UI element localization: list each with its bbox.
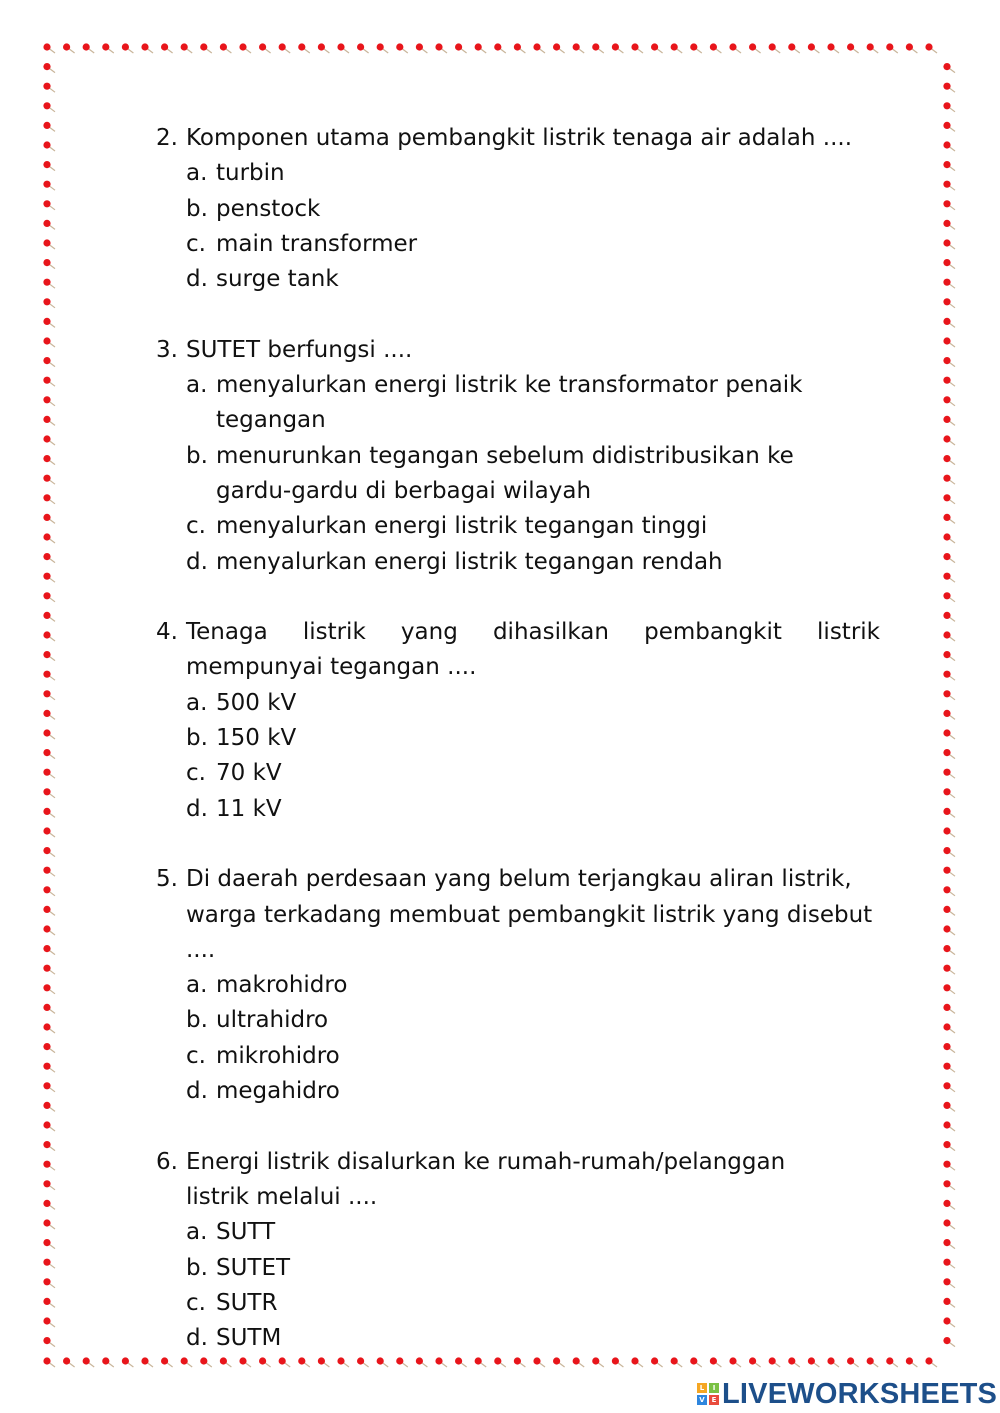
border-dot (43, 259, 50, 266)
border-dot (943, 200, 950, 207)
border-dot (239, 43, 246, 50)
border-dot (943, 396, 950, 403)
border-dot (43, 102, 50, 109)
option-c[interactable] (186, 1286, 880, 1321)
question-5 (156, 862, 880, 1109)
border-dot (943, 122, 950, 129)
border-dot (43, 416, 50, 423)
border-dot (943, 494, 950, 501)
option-text: 11 kV (216, 795, 282, 822)
border-dot (43, 827, 50, 834)
option-letter: b. (186, 195, 208, 222)
border-dot (43, 769, 50, 776)
option-text: SUTT (216, 1219, 276, 1246)
border-dot (122, 43, 129, 50)
border-dot (943, 279, 950, 286)
border-dot (943, 1278, 950, 1285)
option-letter: c. (186, 1289, 206, 1316)
border-dot (533, 43, 540, 50)
option-text: menyalurkan energi listrik ke transformator penaik tegangan (216, 372, 803, 434)
option-letter: a. (186, 160, 208, 187)
border-dot (808, 43, 815, 50)
border-dot (43, 239, 50, 246)
question-number: 4. (156, 619, 178, 646)
border-dot (43, 631, 50, 638)
border-dot (943, 416, 950, 423)
border-dot (43, 455, 50, 462)
border-dot (943, 514, 950, 521)
option-text: main transformer (216, 230, 418, 257)
option-letter: d. (186, 548, 208, 575)
worksheet-content (156, 121, 880, 1392)
option-a[interactable] (186, 368, 880, 439)
border-dot (943, 337, 950, 344)
option-letter: c. (186, 760, 206, 787)
border-dot (43, 945, 50, 952)
option-letter: a. (186, 1219, 208, 1246)
option-text: SUTR (216, 1289, 278, 1316)
border-dot (943, 945, 950, 952)
border-dot (181, 43, 188, 50)
option-letter: a. (186, 689, 208, 716)
option-d[interactable] (186, 1321, 880, 1356)
border-dot (943, 377, 950, 384)
border-dot (943, 1023, 950, 1030)
border-dot (43, 984, 50, 991)
border-dot (43, 612, 50, 619)
question-text: Di daerah perdesaan yang belum terjangkau aliran listrik, warga terkadang membuat pembangkit listrik yang disebut .... (186, 866, 873, 963)
border-dot (943, 867, 950, 874)
border-dot (943, 239, 950, 246)
option-text: menurunkan tegangan sebelum didistribusikan ke gardu-gardu di berbagai wilayah (216, 442, 794, 504)
border-dot (943, 612, 950, 619)
border-dot (43, 690, 50, 697)
border-dot (102, 1357, 109, 1364)
border-dot (943, 181, 950, 188)
option-letter: a. (186, 372, 208, 399)
option-letter: c. (186, 513, 206, 540)
border-dot (43, 1357, 50, 1364)
border-dot (906, 1357, 913, 1364)
option-text: penstock (216, 195, 321, 222)
border-dot (43, 710, 50, 717)
option-text: SUTM (216, 1325, 282, 1352)
option-b[interactable] (186, 192, 880, 227)
border-dot (906, 43, 913, 50)
border-dot (943, 1102, 950, 1109)
option-d[interactable] (186, 792, 880, 827)
border-dot (298, 43, 305, 50)
border-dot (943, 455, 950, 462)
border-dot (43, 377, 50, 384)
border-dot (43, 1082, 50, 1089)
border-dot (943, 1063, 950, 1070)
border-dot (769, 43, 776, 50)
option-b[interactable] (186, 1251, 880, 1286)
border-dot (43, 886, 50, 893)
option-letter: c. (186, 1042, 206, 1069)
border-dot (337, 43, 344, 50)
border-dot (925, 1357, 932, 1364)
option-c[interactable] (186, 227, 880, 262)
border-dot (943, 847, 950, 854)
option-text: 500 kV (216, 689, 297, 716)
border-dot (161, 43, 168, 50)
border-dot (43, 181, 50, 188)
border-dot (43, 43, 50, 50)
border-dot (943, 1317, 950, 1324)
question-3 (156, 333, 880, 580)
border-dot (943, 965, 950, 972)
border-dot (43, 671, 50, 678)
border-dot (943, 808, 950, 815)
border-dot (943, 533, 950, 540)
question-number: 6. (156, 1148, 178, 1175)
option-letter: d. (186, 266, 208, 293)
option-a[interactable] (186, 1215, 880, 1250)
option-a[interactable] (186, 686, 880, 721)
border-dot (43, 1063, 50, 1070)
option-d[interactable] (186, 262, 880, 297)
border-dot (43, 1298, 50, 1305)
border-dot (43, 925, 50, 932)
border-dot (43, 1004, 50, 1011)
border-dot (867, 43, 874, 50)
option-b[interactable] (186, 439, 880, 510)
option-letter: b. (186, 1007, 208, 1034)
border-dot (43, 867, 50, 874)
border-dot (943, 906, 950, 913)
border-dot (943, 553, 950, 560)
border-dot (43, 279, 50, 286)
border-dot (141, 1357, 148, 1364)
option-text: menyalurkan energi listrik tegangan rendah (216, 548, 723, 575)
border-dot (43, 200, 50, 207)
question-number: 2. (156, 125, 178, 151)
option-letter: b. (186, 1254, 208, 1281)
question-2 (156, 121, 880, 297)
border-dot (943, 475, 950, 482)
border-dot (83, 43, 90, 50)
border-dot (43, 1102, 50, 1109)
border-dot (943, 1259, 950, 1266)
border-dot (122, 1357, 129, 1364)
border-dot (43, 494, 50, 501)
border-dot (943, 886, 950, 893)
border-dot (43, 1219, 50, 1226)
border-dot (141, 43, 148, 50)
option-text: menyalurkan energi listrik tegangan tinggi (216, 513, 708, 540)
border-dot (943, 573, 950, 580)
border-dot (943, 298, 950, 305)
border-dot (886, 43, 893, 50)
option-text: SUTET (216, 1254, 291, 1281)
border-dot (102, 43, 109, 50)
border-dot (671, 43, 678, 50)
border-dot (43, 808, 50, 815)
option-text: turbin (216, 160, 285, 187)
border-dot (943, 827, 950, 834)
border-dot (943, 925, 950, 932)
border-dot (943, 1004, 950, 1011)
question-4 (156, 615, 880, 827)
option-a[interactable] (186, 156, 880, 191)
border-dot (43, 1121, 50, 1128)
border-dot (943, 1082, 950, 1089)
option-b[interactable] (186, 721, 880, 756)
border-dot (43, 435, 50, 442)
border-dot (943, 357, 950, 364)
border-dot (925, 43, 932, 50)
border-dot (943, 749, 950, 756)
border-dot (318, 43, 325, 50)
option-letter: d. (186, 795, 208, 822)
option-text: ultrahidro (216, 1007, 329, 1034)
border-dot (943, 1180, 950, 1187)
border-dot (943, 1043, 950, 1050)
border-dot (943, 769, 950, 776)
border-dot (943, 141, 950, 148)
border-dot (475, 43, 482, 50)
border-dot (943, 83, 950, 90)
border-dot (943, 1121, 950, 1128)
option-letter: c. (186, 230, 206, 257)
border-dot (43, 161, 50, 168)
border-dot (43, 553, 50, 560)
border-dot (43, 1161, 50, 1168)
border-dot (612, 43, 619, 50)
liveworksheets-logo-icon: L I V E (697, 1383, 719, 1405)
border-dot (943, 651, 950, 658)
border-dot (592, 43, 599, 50)
option-letter: b. (186, 725, 208, 752)
option-text: mikrohidro (216, 1042, 340, 1069)
border-dot (259, 43, 266, 50)
border-dot (43, 318, 50, 325)
border-dot (220, 43, 227, 50)
border-dot (43, 965, 50, 972)
border-dot (553, 43, 560, 50)
border-dot (435, 43, 442, 50)
border-dot (886, 1357, 893, 1364)
border-dot (847, 43, 854, 50)
border-dot (943, 259, 950, 266)
border-dot (494, 43, 501, 50)
border-dot (943, 1337, 950, 1344)
border-dot (43, 122, 50, 129)
option-b[interactable] (186, 1003, 880, 1038)
option-letter: a. (186, 972, 208, 999)
border-dot (43, 573, 50, 580)
border-dot (396, 43, 403, 50)
border-dot (514, 43, 521, 50)
border-dot (827, 43, 834, 50)
question-number: 5. (156, 866, 178, 893)
border-dot (377, 43, 384, 50)
border-dot (43, 83, 50, 90)
border-dot (43, 514, 50, 521)
border-dot (43, 396, 50, 403)
border-dot (43, 1259, 50, 1266)
option-text: surge tank (216, 266, 339, 293)
border-dot (43, 298, 50, 305)
question-text: Komponen utama pembangkit listrik tenaga air adalah .... (186, 125, 853, 151)
border-dot (43, 1023, 50, 1030)
border-dot (43, 749, 50, 756)
border-dot (43, 592, 50, 599)
border-dot (943, 631, 950, 638)
border-dot (43, 357, 50, 364)
border-dot (357, 43, 364, 50)
border-dot (943, 592, 950, 599)
border-dot (43, 788, 50, 795)
border-dot (83, 1357, 90, 1364)
question-text: SUTET berfungsi .... (186, 336, 413, 363)
border-dot (943, 318, 950, 325)
option-d[interactable] (186, 545, 880, 580)
option-c[interactable] (186, 1039, 880, 1074)
border-dot (943, 102, 950, 109)
option-c[interactable] (186, 509, 880, 544)
border-dot (710, 43, 717, 50)
option-d[interactable] (186, 1074, 880, 1109)
question-6 (156, 1145, 880, 1357)
border-dot (43, 1239, 50, 1246)
border-dot (943, 788, 950, 795)
border-dot (943, 1298, 950, 1305)
option-text: makrohidro (216, 972, 348, 999)
border-dot (200, 43, 207, 50)
border-dot (943, 1200, 950, 1207)
option-text: megahidro (216, 1078, 340, 1105)
border-dot (943, 729, 950, 736)
border-dot (943, 1141, 950, 1148)
option-letter: d. (186, 1078, 208, 1105)
border-dot (43, 729, 50, 736)
border-dot (651, 43, 658, 50)
border-dot (43, 220, 50, 227)
border-dot (788, 43, 795, 50)
question-text: Energi listrik disalurkan ke rumah-rumah/pelanggan listrik melalui .... (186, 1148, 786, 1210)
border-dot (43, 1200, 50, 1207)
border-dot (63, 1357, 70, 1364)
border-dot (943, 435, 950, 442)
border-dot (573, 43, 580, 50)
border-dot (43, 1337, 50, 1344)
border-dot (943, 710, 950, 717)
border-dot (63, 43, 70, 50)
border-dot (943, 220, 950, 227)
border-dot (43, 63, 50, 70)
border-dot (43, 533, 50, 540)
border-dot (43, 651, 50, 658)
question-text: Tenaga listrik yang dihasilkan pembangkit listrik mempunyai tegangan .... (186, 619, 880, 681)
border-dot (455, 43, 462, 50)
border-dot (943, 984, 950, 991)
border-dot (279, 43, 286, 50)
option-letter: d. (186, 1325, 208, 1352)
border-dot (943, 690, 950, 697)
border-dot (43, 1180, 50, 1187)
option-c[interactable] (186, 756, 880, 791)
border-dot (43, 337, 50, 344)
question-number: 3. (156, 336, 178, 363)
liveworksheets-logo[interactable] (697, 1378, 997, 1410)
border-dot (43, 141, 50, 148)
liveworksheets-logo-text: LIVEWORKSHEETS (722, 1377, 998, 1410)
border-dot (43, 847, 50, 854)
border-dot (943, 63, 950, 70)
border-dot (631, 43, 638, 50)
option-text: 150 kV (216, 725, 297, 752)
border-dot (943, 1239, 950, 1246)
border-dot (749, 43, 756, 50)
border-dot (43, 1317, 50, 1324)
border-dot (43, 1278, 50, 1285)
border-dot (416, 43, 423, 50)
option-text: 70 kV (216, 760, 282, 787)
border-dot (943, 1161, 950, 1168)
border-dot (43, 906, 50, 913)
border-dot (943, 161, 950, 168)
border-dot (43, 1141, 50, 1148)
option-letter: b. (186, 442, 208, 469)
border-dot (943, 671, 950, 678)
border-dot (943, 1219, 950, 1226)
option-a[interactable] (186, 968, 880, 1003)
border-dot (43, 1043, 50, 1050)
border-dot (729, 43, 736, 50)
border-dot (690, 43, 697, 50)
border-dot (43, 475, 50, 482)
